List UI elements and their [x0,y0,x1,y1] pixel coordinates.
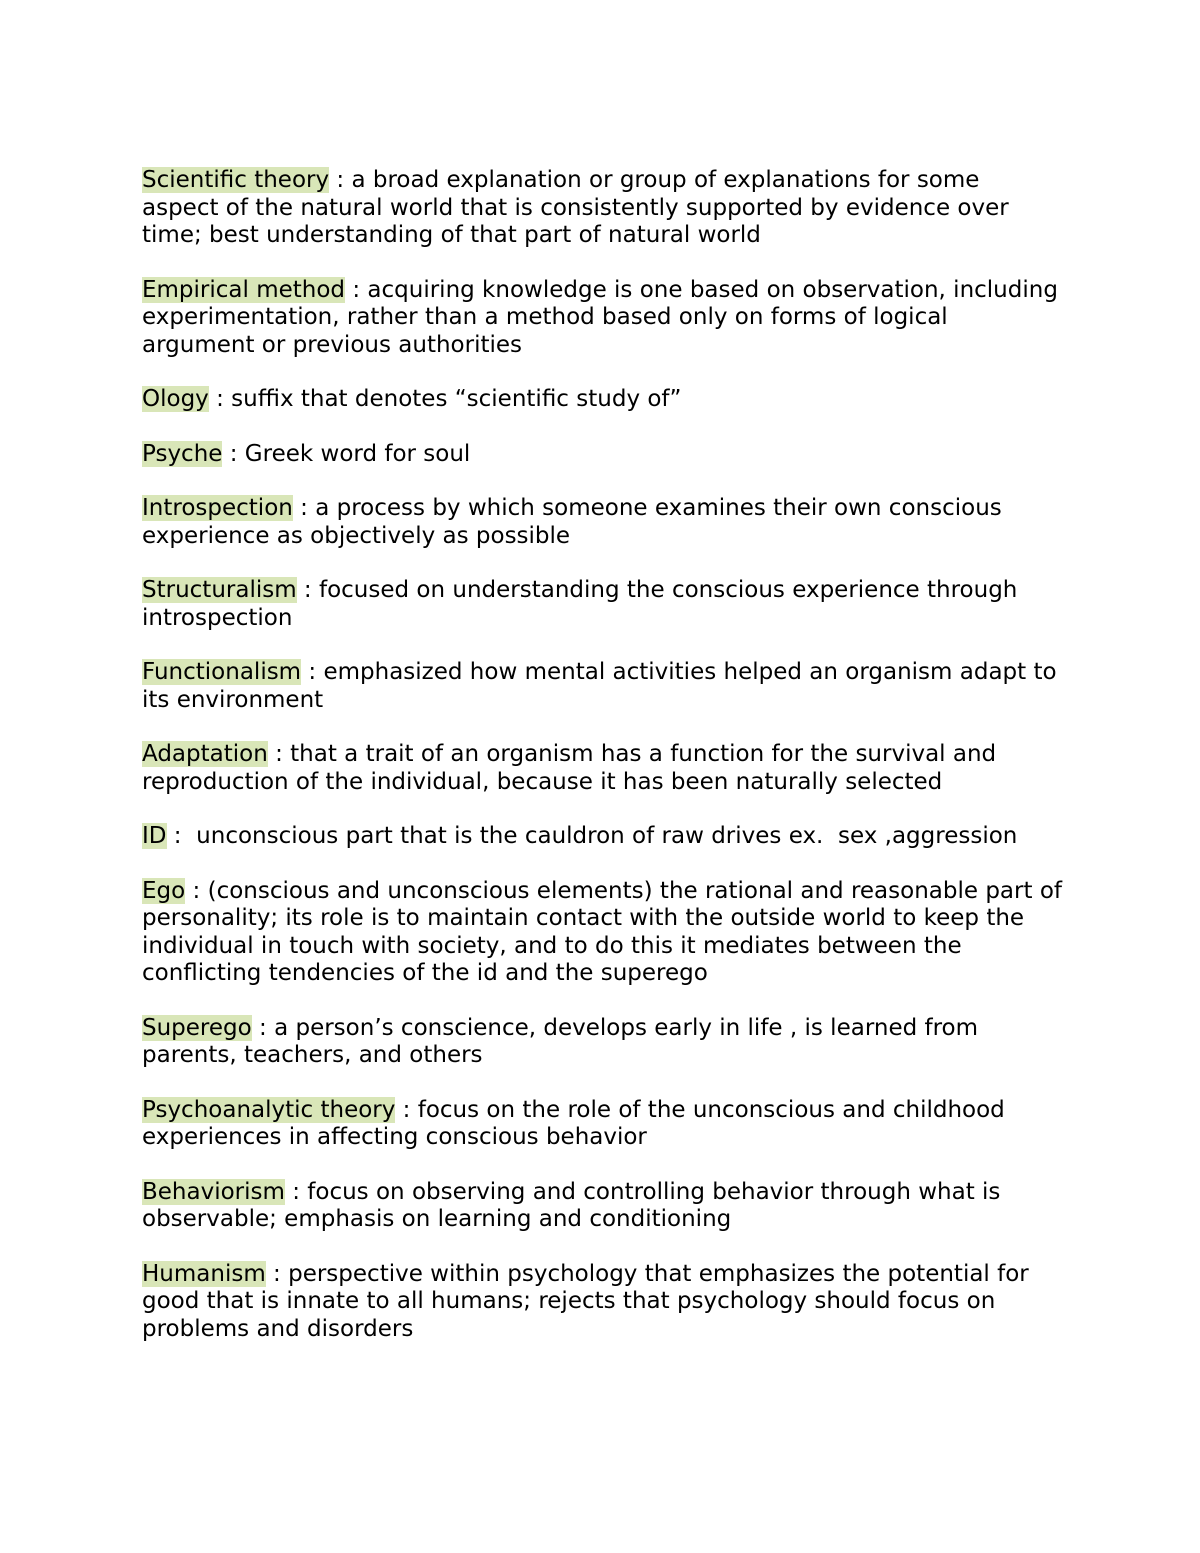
glossary-entry-id [142,823,1062,851]
definition: : focus on observing and controlling behavior through what is observable; emphasis on learning and conditioning [142,1178,1001,1232]
term: Humanism [142,1260,266,1287]
term: Ology [142,386,209,412]
definition: : that a trait of an organism has a function for the survival and reproduction of the individual, because it has been naturally selected [142,741,997,795]
term: Ego [142,877,186,904]
term: Functionalism [142,659,302,685]
glossary-entry-psychoanalytic-theory [142,1097,1062,1152]
definition: : a person’s conscience, develops early in life , is learned from parents, teachers, and others [142,1014,979,1068]
glossary-entry-adaptation [142,741,1062,796]
definition: : focus on the role of the unconscious and childhood experiences in affecting conscious behavior [142,1096,1005,1150]
term: Structuralism [142,577,297,603]
definition: : Greek word for soul [222,440,471,467]
glossary-entry-empirical-method [142,277,1062,360]
glossary-entry-psyche [142,441,1062,469]
definition: : perspective within psychology that emphasizes the potential for good that is innate to all humans; rejects that psychology should focus on problems and disorders [142,1260,1029,1342]
glossary-entry-structuralism [142,577,1062,632]
glossary-entry-ology [142,386,1062,414]
glossary-entry-superego [142,1015,1062,1070]
glossary-entry-scientific-theory [142,167,1062,250]
term: Superego [142,1014,252,1041]
glossary [142,167,1062,1370]
definition: : a process by which someone examines their own conscious experience as objectively as possible [142,495,1002,549]
glossary-entry-functionalism [142,659,1062,714]
definition: : focused on understanding the conscious experience through introspection [142,577,1018,631]
term: Behaviorism [142,1178,285,1205]
definition: : a broad explanation or group of explanations for some aspect of the natural world that is consistently supported by evidence over time; best understanding of that part of natural world [142,167,1009,248]
term: Adaptation [142,741,268,767]
definition: : emphasized how mental activities helped an organism adapt to its environment [142,659,1057,713]
glossary-entry-behaviorism [142,1179,1062,1234]
term: Psyche [142,440,223,467]
term: Psychoanalytic theory [142,1096,396,1123]
glossary-entry-introspection [142,495,1062,550]
term: Scientific theory [142,167,330,193]
definition: : unconscious part that is the cauldron of raw drives ex. sex ,aggression [166,823,1018,849]
term: ID [142,823,167,849]
glossary-entry-ego [142,878,1062,988]
definition: : acquiring knowledge is one based on observation, including experimentation, rather than a method based only on forms of logical argument or previous authorities [142,276,1058,358]
definition: : (conscious and unconscious elements) the rational and reasonable part of personality; its role is to maintain contact with the outside world to keep the individual in touch with society, and to do this it mediates between the conflicting tendencies of the id and the superego [142,877,1062,986]
glossary-entry-humanism [142,1261,1062,1344]
term: Introspection [142,495,293,521]
term: Empirical method [142,276,346,303]
definition: : suffix that denotes “scientific study of” [208,386,682,412]
